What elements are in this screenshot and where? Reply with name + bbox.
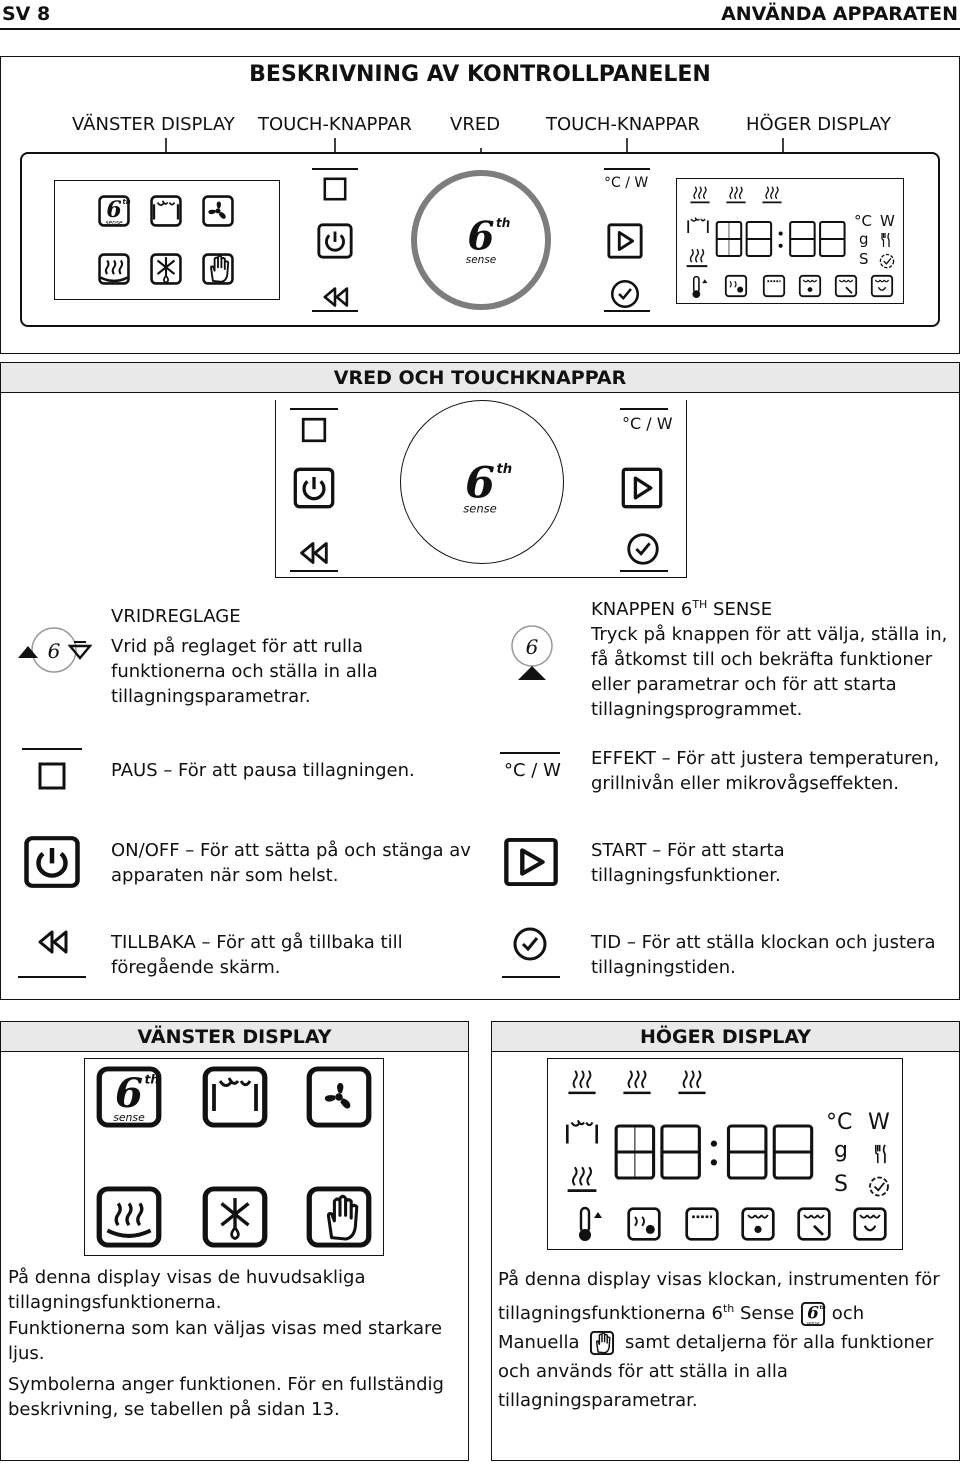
- function-5-icon: [870, 274, 894, 298]
- label-touch-buttons-right: TOUCH-KNAPPAR: [546, 114, 700, 135]
- unit-seconds: S: [859, 250, 869, 268]
- right-display-title: HÖGER DISPLAY: [492, 1022, 959, 1052]
- heat-level-2-icon: [724, 182, 748, 206]
- function-4-large-icon: [796, 1206, 832, 1242]
- unit-celsius-large: °C: [826, 1110, 853, 1135]
- effekt-text: EFFEKT – För att justera temperaturen, grillnivån eller mikrovågseffekten.: [591, 748, 940, 794]
- hand-symbol-icon: [201, 252, 235, 286]
- left-display-p2: Funktionerna som kan väljas visas med starkare ljus.: [8, 1318, 443, 1364]
- timer-icon: [876, 249, 898, 271]
- steam-symbol-large-icon: [100, 1190, 158, 1244]
- heat-level-3-large-icon: [672, 1064, 712, 1098]
- right-display-description: [498, 1265, 948, 1415]
- start-text: START – För att starta tillagningsfunktioner.: [591, 840, 785, 886]
- power-level-label[interactable]: °C / W: [604, 175, 649, 191]
- fan-symbol-icon: [201, 194, 235, 228]
- unit-gram-large: g: [834, 1138, 848, 1163]
- knob-press-icon: [502, 620, 562, 688]
- clock-digits-large: [612, 1110, 820, 1194]
- start-button[interactable]: [606, 222, 644, 260]
- right-desc-part4: samt detaljerna för alla funktioner och används för att ställa in alla tillagningsparametrar.: [498, 1332, 934, 1411]
- left-display-title: VÄNSTER DISPLAY: [1, 1022, 468, 1052]
- underline: [290, 570, 338, 572]
- function-1-icon: [724, 274, 748, 298]
- right-desc-part2: och: [826, 1303, 865, 1324]
- overline: [500, 752, 560, 754]
- 6th-sense-inline-icon: [800, 1301, 826, 1327]
- label-touch-buttons-left: TOUCH-KNAPPAR: [258, 114, 412, 135]
- clock-button[interactable]: [608, 277, 642, 311]
- start-icon: [502, 836, 560, 888]
- power-button[interactable]: [316, 222, 354, 260]
- tid-text: TID – För att ställa klockan och justera tillagningstiden.: [591, 932, 936, 978]
- tillbaka-text: TILLBAKA – För att gå tillbaka till föregående skärm.: [111, 932, 403, 978]
- overline: [290, 408, 338, 410]
- onoff-text: ON/OFF – För att sätta på och stänga av apparaten när som helst.: [111, 840, 471, 886]
- clock-digits: [714, 212, 850, 266]
- function-3-large-icon: [740, 1206, 776, 1242]
- underline: [604, 310, 650, 312]
- 6th-sense-logo-icon: [97, 194, 131, 228]
- heat-level-3-icon: [760, 182, 784, 206]
- hand-symbol-large-icon: [312, 1190, 368, 1246]
- unit-gram: g: [859, 230, 869, 248]
- right-desc-part3: Manuella: [498, 1332, 580, 1353]
- defrost-symbol-icon: [149, 252, 183, 286]
- left-display-p1: På denna display visas de huvudsakliga tillagningsfunktionerna.: [8, 1267, 366, 1313]
- overline: [22, 748, 82, 750]
- underline: [312, 310, 358, 312]
- grill-symbol-icon: [149, 194, 183, 228]
- unit-watt: W: [880, 212, 895, 230]
- unit-watt-large: W: [868, 1110, 890, 1135]
- label-right-display: HÖGER DISPLAY: [746, 114, 892, 135]
- power-button-closeup[interactable]: [292, 466, 336, 510]
- page-number: SV 8: [2, 3, 51, 25]
- function-3-icon: [798, 274, 822, 298]
- cutlery-large-icon: [868, 1140, 894, 1168]
- underline: [18, 976, 86, 978]
- underline: [502, 976, 560, 978]
- pause-button-closeup[interactable]: [296, 412, 332, 448]
- 6th-sense-logo-large-icon: [98, 1064, 160, 1128]
- label-left-display: VÄNSTER DISPLAY: [72, 114, 235, 135]
- function-2-icon: [762, 274, 786, 298]
- cutlery-icon: [876, 230, 896, 250]
- grill-symbol-large-icon: [204, 1066, 266, 1126]
- overline: [312, 168, 358, 170]
- clock-button-closeup[interactable]: [624, 530, 662, 568]
- right-desc-part1: På denna display visas klockan, instrumenten för tillagningsfunktionerna 6: [498, 1269, 940, 1324]
- back-button[interactable]: [318, 280, 352, 314]
- power-icon: [22, 834, 82, 890]
- label-knob: VRED: [450, 114, 501, 135]
- fan-symbol-large-icon: [314, 1072, 364, 1122]
- pause-button[interactable]: [318, 172, 352, 206]
- timer-large-icon: [864, 1170, 894, 1200]
- thermometer-icon: [684, 274, 710, 300]
- function-5-large-icon: [852, 1206, 888, 1242]
- unit-seconds-large: S: [834, 1172, 848, 1197]
- right-desc-sup: th: [722, 1302, 735, 1315]
- effekt-icon-label: °C / W: [504, 760, 561, 781]
- function-2-large-icon: [684, 1206, 720, 1242]
- 6th-sense-logo-closeup-icon: [447, 448, 513, 524]
- pause-icon: [32, 756, 72, 796]
- overline: [620, 408, 668, 410]
- heat-level-2-large-icon: [617, 1064, 657, 1098]
- 6th-sense-knob-logo-icon: [451, 204, 511, 274]
- heat-level-1-icon: [688, 182, 712, 206]
- section-title: ANVÄNDA APPARATEN: [721, 3, 958, 25]
- defrost-symbol-large-icon: [208, 1190, 262, 1244]
- heat-level-1-large-icon: [562, 1064, 602, 1098]
- svg-text:6: 6: [525, 635, 539, 659]
- knappen-text: Tryck på knappen för att välja, ställa in, få åtkomst till och bekräfta funktioner eller parametrar och för att starta tillagningsprogrammet.: [591, 624, 948, 720]
- section2-title: VRED OCH TOUCHKNAPPAR: [1, 363, 959, 393]
- vridreglage-text: Vrid på reglaget för att rulla funktionerna och ställa in alla tillagningsparametrar.: [111, 636, 378, 707]
- left-display-p3: Symbolerna anger funktionen. För en fullständig beskrivning, se tabellen på sidan 13.: [8, 1374, 444, 1420]
- knappen-title: KNAPPEN 6TH SENSE: [591, 598, 773, 620]
- steam-symbol-icon: [97, 252, 131, 286]
- start-button-closeup[interactable]: [620, 466, 664, 510]
- grill-indicator-large-icon: [560, 1112, 604, 1154]
- thermometer-large-icon: [566, 1204, 606, 1244]
- function-1-large-icon: [626, 1206, 662, 1242]
- manual-inline-icon: [589, 1330, 615, 1356]
- paus-text: PAUS – För att pausa tillagningen.: [111, 760, 415, 781]
- section1-title: BESKRIVNING AV KONTROLLPANELEN: [249, 62, 711, 87]
- function-4-icon: [834, 274, 858, 298]
- steam-indicator-icon: [684, 244, 710, 270]
- unit-celsius: °C: [854, 212, 872, 230]
- power-level-label-closeup[interactable]: °C / W: [622, 414, 673, 433]
- back-button-closeup[interactable]: [294, 534, 332, 572]
- steam-indicator-large-icon: [562, 1160, 602, 1196]
- back-icon: [28, 922, 76, 962]
- underline: [620, 570, 668, 572]
- grill-indicator-icon: [684, 212, 712, 240]
- knob-rotate-icon: [14, 624, 94, 676]
- right-desc-part1b: Sense: [734, 1303, 801, 1324]
- overline: [604, 168, 650, 170]
- svg-text:6: 6: [47, 639, 61, 663]
- vridreglage-title: VRIDREGLAGE: [111, 606, 241, 627]
- clock-icon: [510, 924, 550, 964]
